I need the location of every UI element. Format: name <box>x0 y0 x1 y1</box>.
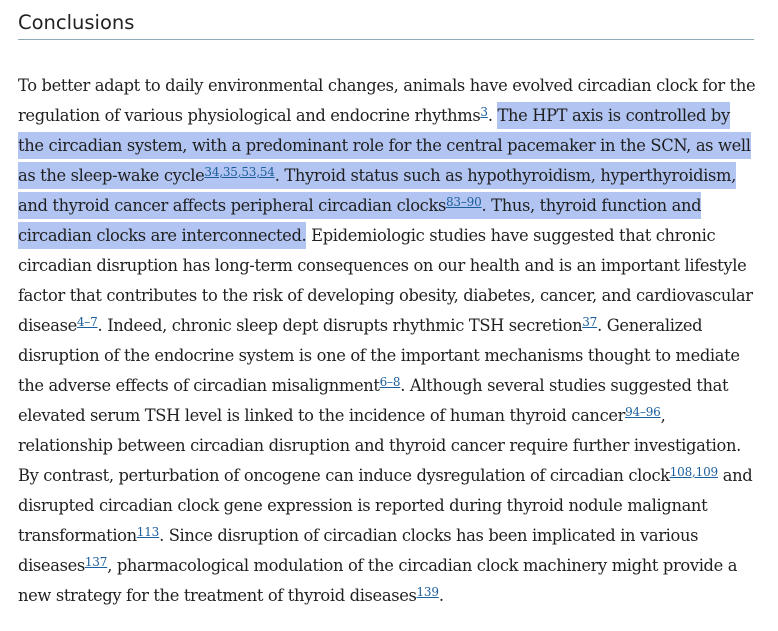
text-run: . Although several studies suggested that <box>400 376 729 395</box>
paragraph-line <box>18 461 754 491</box>
text-run: factor that contributes to the risk of developing obesity, diabetes, cancer, and cardiovascular <box>18 286 753 305</box>
text-run: new strategy for the treatment of thyroid diseases <box>18 586 417 605</box>
citation-link[interactable]: 37 <box>582 315 598 329</box>
paragraph-line <box>18 71 754 101</box>
section-title: Conclusions <box>18 0 754 40</box>
paragraph-line <box>18 431 754 461</box>
text-run: elevated serum TSH level is linked to the incidence of human thyroid cancer <box>18 406 626 425</box>
paragraph-line <box>18 131 754 161</box>
paragraph-line <box>18 371 754 401</box>
text-run: the adverse effects of circadian misalignment <box>18 376 380 395</box>
selection-highlight <box>497 102 729 129</box>
text-run: circadian clocks are interconnected. <box>18 226 307 245</box>
text-run: relationship between circadian disruption and thyroid cancer require further investigation. <box>18 436 741 455</box>
paragraph-line <box>18 101 754 131</box>
selection-highlight <box>446 192 482 219</box>
citation-link[interactable]: 94–96 <box>625 405 661 419</box>
text-run: and thyroid cancer affects peripheral circadian clocks <box>18 196 446 215</box>
selection-highlight <box>18 162 204 189</box>
text-run: disruption of the endocrine system is one of the important mechanisms thought to mediate <box>18 346 740 365</box>
selection-highlight <box>18 222 306 249</box>
citation-link[interactable]: 137 <box>84 555 108 569</box>
selection-highlight <box>204 162 274 189</box>
selection-highlight <box>18 132 751 159</box>
text-run: disease <box>18 316 77 335</box>
text-run: regulation of various physiological and endocrine rhythms <box>18 106 481 125</box>
text-run: Epidemiologic studies have suggested that chronic <box>306 226 716 245</box>
article-section <box>18 0 754 611</box>
citation-link[interactable]: 139 <box>416 585 439 599</box>
citation-link[interactable]: 34,35,53,54 <box>204 165 275 179</box>
text-run: the circadian system, with a predominant role for the central pacemaker in the SCN, as well <box>18 136 751 155</box>
selection-highlight <box>482 192 702 219</box>
conclusions-paragraph <box>18 71 754 611</box>
citation-link[interactable]: 4–7 <box>76 315 98 329</box>
citation-link[interactable]: 113 <box>136 525 160 539</box>
text-run: The HPT axis is controlled by <box>497 106 730 125</box>
paragraph-line <box>18 401 754 431</box>
paragraph-line <box>18 551 754 581</box>
citation-link[interactable]: 83–90 <box>445 195 482 209</box>
text-run: . Thyroid status such as hypothyroidism, hyperthyroidism, <box>274 166 736 185</box>
text-run: as the sleep-wake cycle <box>18 166 205 185</box>
selection-highlight <box>18 192 446 219</box>
text-run: transformation <box>18 526 137 545</box>
text-run: By contrast, perturbation of oncogene can induce dysregulation of circadian clock <box>18 466 670 485</box>
text-run: diseases <box>18 556 85 575</box>
text-run: . <box>487 106 498 125</box>
text-run: , <box>660 406 666 425</box>
text-run: . Since disruption of circadian clocks has been implicated in various <box>159 526 699 545</box>
paragraph-line <box>18 251 754 281</box>
citation-link[interactable]: 108,109 <box>669 465 718 479</box>
text-run: . Thus, thyroid function and <box>481 196 702 215</box>
paragraph-line <box>18 341 754 371</box>
text-run: disrupted circadian clock gene expression is reported during thyroid nodule malignant <box>18 496 708 515</box>
paragraph-line <box>18 281 754 311</box>
paragraph-line <box>18 161 754 191</box>
paragraph-line <box>18 191 754 221</box>
text-run: , pharmacological modulation of the circadian clock machinery might provide a <box>107 556 738 575</box>
text-run: To better adapt to daily environmental changes, animals have evolved circadian clock for the <box>18 76 756 95</box>
paragraph-line <box>18 311 754 341</box>
paragraph-line <box>18 491 754 521</box>
text-run: . <box>438 586 444 605</box>
citation-link[interactable]: 3 <box>480 105 488 119</box>
paragraph-line <box>18 581 754 611</box>
paragraph-line <box>18 221 754 251</box>
citation-link[interactable]: 6–8 <box>379 375 401 389</box>
text-run: circadian disruption has long-term consequences on our health and is an important lifestyle <box>18 256 747 275</box>
selection-highlight <box>275 162 736 189</box>
text-run: and <box>717 466 753 485</box>
text-run: . Generalized <box>597 316 703 335</box>
text-run: . Indeed, chronic sleep dept disrupts rhythmic TSH secretion <box>97 316 583 335</box>
paragraph-line <box>18 521 754 551</box>
